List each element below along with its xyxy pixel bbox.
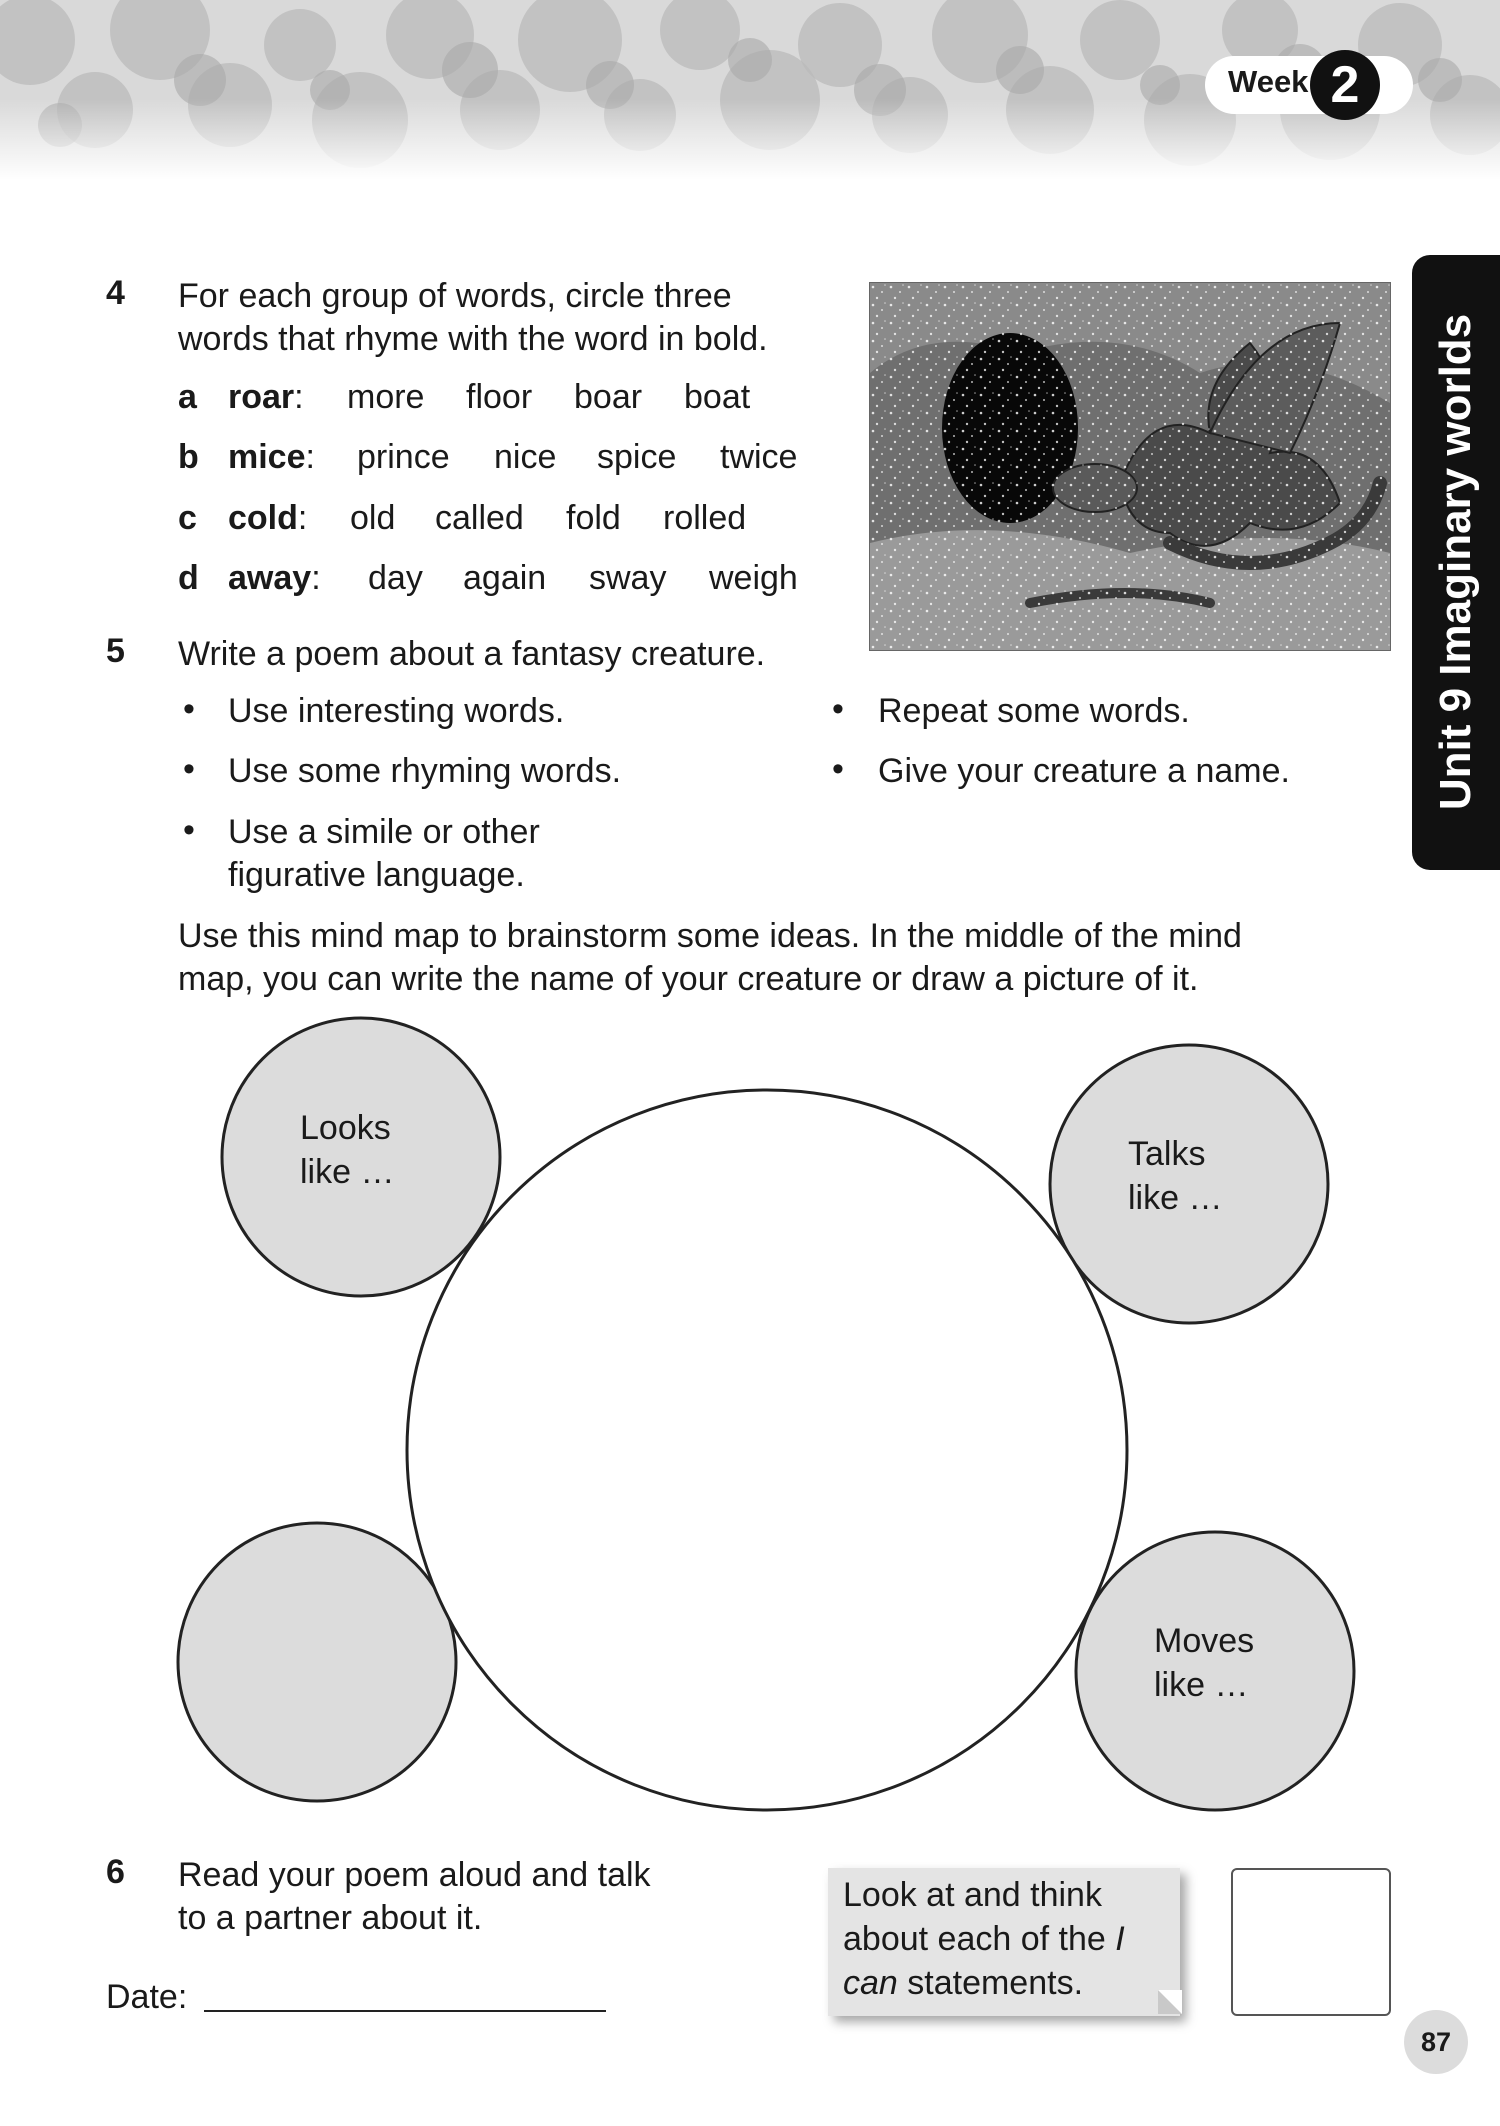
rhyme-option[interactable]: old xyxy=(350,499,396,537)
question-4-number: 4 xyxy=(106,274,125,312)
unit-tab-label: Unit 9 Imaginary worlds xyxy=(1431,313,1480,811)
rhyme-option[interactable]: floor xyxy=(466,378,533,416)
rhyme-option[interactable]: fold xyxy=(566,499,621,537)
week-number: 2 xyxy=(1310,50,1380,120)
question-4-instruction-line2: words that rhyme with the word in bold. xyxy=(178,320,768,358)
bullet-dot: • xyxy=(183,750,195,788)
bullet-text: Use some rhyming words. xyxy=(228,752,622,790)
item-letter: d xyxy=(178,559,199,597)
note-line3: can statements. xyxy=(843,1964,1084,2002)
note-text xyxy=(843,1873,1173,2005)
question-4-instruction-line1: For each group of words, circle three xyxy=(178,277,732,315)
note-line2: about each of the I xyxy=(843,1920,1125,1958)
date-write-line[interactable] xyxy=(204,2010,606,2012)
bullet-dot: • xyxy=(832,690,844,728)
item-letter: a xyxy=(178,378,197,416)
rhyme-option[interactable]: day xyxy=(368,559,423,597)
rhyme-option[interactable]: boar xyxy=(574,378,643,416)
question-6-number: 6 xyxy=(106,1853,125,1891)
note-line1: Look at and think xyxy=(843,1876,1102,1914)
looks-like-label-line2: like … xyxy=(300,1153,395,1191)
looks-like-label-line1: Looks xyxy=(300,1109,391,1147)
bullet-dot: • xyxy=(183,811,195,849)
rhyme-option[interactable]: weigh xyxy=(709,559,798,597)
rhyme-option[interactable]: nice xyxy=(494,438,557,476)
mindmap-intro-line2: map, you can write the name of your creature or draw a picture of it. xyxy=(178,960,1199,998)
item-letter: c xyxy=(178,499,197,537)
bullet-text: Repeat some words. xyxy=(878,692,1190,730)
self-assessment-box[interactable] xyxy=(1231,1868,1391,2016)
rhyme-option[interactable]: again xyxy=(463,559,547,597)
bullet-dot: • xyxy=(832,750,844,788)
rhyme-option[interactable]: prince xyxy=(357,438,450,476)
rhyme-option[interactable]: called xyxy=(435,499,524,537)
unit-side-tab xyxy=(1412,255,1500,870)
bold-word: away xyxy=(228,559,312,597)
question-5-number: 5 xyxy=(106,632,125,670)
bold-word: roar xyxy=(228,378,295,416)
bullet-text: Give your creature a name. xyxy=(878,752,1290,790)
bullet-text: Use interesting words. xyxy=(228,692,565,730)
question-6-line2: to a partner about it. xyxy=(178,1899,483,1937)
rhyme-option[interactable]: more xyxy=(347,378,425,416)
mindmap-intro-line1: Use this mind map to brainstorm some ideas. In the middle of the mind xyxy=(178,917,1242,955)
rhyme-option[interactable]: twice xyxy=(720,438,798,476)
bullet-dot: • xyxy=(183,690,195,728)
bubble-empty[interactable] xyxy=(178,1523,456,1801)
bullet-text-continued: figurative language. xyxy=(228,856,525,894)
bullet-text: Use a simile or other xyxy=(228,813,540,851)
week-label: Week xyxy=(1228,64,1309,99)
rhyme-option[interactable]: rolled xyxy=(663,499,747,537)
rhyme-option[interactable]: boat xyxy=(684,378,751,416)
bold-word: mice xyxy=(228,438,306,476)
dragon-cave-illustration xyxy=(869,282,1391,651)
rhyme-option[interactable]: spice xyxy=(597,438,677,476)
talks-like-label-line1: Talks xyxy=(1128,1135,1206,1173)
centre-circle[interactable] xyxy=(407,1090,1127,1810)
page-number: 87 xyxy=(1404,2010,1468,2074)
question-5-instruction: Write a poem about a fantasy creature. xyxy=(178,635,766,673)
rhyme-option[interactable]: sway xyxy=(589,559,667,597)
item-letter: b xyxy=(178,438,199,476)
date-label: Date: xyxy=(106,1978,188,2016)
moves-like-label-line1: Moves xyxy=(1154,1622,1255,1660)
bold-word: cold xyxy=(228,499,298,537)
talks-like-label-line2: like … xyxy=(1128,1179,1223,1217)
moves-like-label-line2: like … xyxy=(1154,1666,1249,1704)
mind-map xyxy=(0,1000,1500,1830)
question-6-line1: Read your poem aloud and talk xyxy=(178,1856,651,1894)
